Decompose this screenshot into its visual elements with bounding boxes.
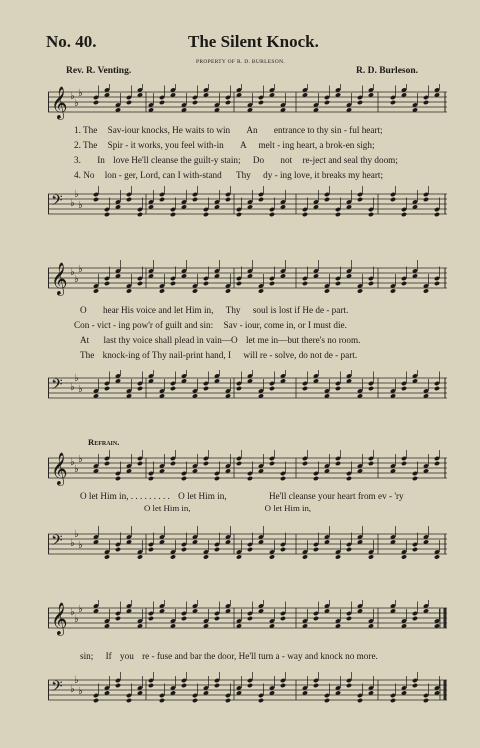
note-head xyxy=(104,554,110,559)
lyric-word: 2. The xyxy=(74,140,98,150)
note-head xyxy=(236,212,242,217)
note-head xyxy=(93,197,99,202)
note-head xyxy=(170,386,176,391)
note-head xyxy=(280,683,286,688)
treble-clef-icon: 𝄞 xyxy=(51,262,68,295)
note-head xyxy=(203,554,209,559)
flat-icon: ♭ xyxy=(78,200,83,211)
note-head xyxy=(423,698,429,703)
note-head xyxy=(225,698,231,703)
note-head xyxy=(93,100,99,105)
bass-staff-system-4 xyxy=(48,672,447,708)
note-head xyxy=(192,288,198,293)
note-head xyxy=(368,386,374,391)
note-head xyxy=(390,288,396,293)
lyric-word: Sav-iour knocks, He waits to win xyxy=(107,125,231,135)
note-head xyxy=(324,288,330,293)
note-head xyxy=(170,281,176,286)
hymn-number: No. 40. xyxy=(46,32,97,51)
note-head xyxy=(159,100,165,105)
note-head xyxy=(247,547,253,552)
lyric-word: A xyxy=(240,140,247,150)
note-head xyxy=(258,698,264,703)
flat-icon: ♭ xyxy=(74,189,79,200)
note-head xyxy=(104,461,110,466)
note-head xyxy=(368,554,374,559)
note-head xyxy=(203,386,209,391)
note-head xyxy=(313,547,319,552)
note-head xyxy=(401,554,407,559)
note-head xyxy=(434,461,440,466)
note-head xyxy=(412,616,418,621)
lyric-word: will re - solve, do not de - part. xyxy=(243,350,358,360)
lyric-word: dy - ing love, it breaks my heart; xyxy=(263,170,384,180)
lyric-word: melt - ing heart, a brok-en sigh; xyxy=(258,140,375,150)
note-head xyxy=(324,100,330,105)
note-head xyxy=(280,476,286,481)
note-head xyxy=(126,288,132,293)
note-head xyxy=(401,461,407,466)
note-head xyxy=(181,476,187,481)
system-2-line-2 xyxy=(74,321,347,330)
lyric-word: The xyxy=(80,350,95,360)
note-head xyxy=(368,212,374,217)
flat-icon: ♭ xyxy=(70,267,75,278)
note-head xyxy=(335,554,341,559)
note-head xyxy=(302,212,308,217)
bass-clef-icon: 𝄢 xyxy=(51,532,63,553)
verse-3-line xyxy=(74,156,398,165)
note-head xyxy=(313,616,319,621)
note-head xyxy=(412,476,418,481)
note-head xyxy=(137,386,143,391)
note-head xyxy=(313,683,319,688)
flat-icon: ♭ xyxy=(78,88,83,99)
lyric-word: soul is lost if He de - part. xyxy=(252,305,349,315)
note-head xyxy=(434,212,440,217)
treble-clef-icon: 𝄞 xyxy=(51,452,68,485)
lyric-word: He'll cleanse your heart from ev - 'ry xyxy=(268,491,404,501)
flat-icon: ♭ xyxy=(70,91,75,102)
lyric-word: hear His voice and let Him in, xyxy=(102,305,214,315)
note-head xyxy=(203,212,209,217)
note-head xyxy=(302,554,308,559)
lyric-word: re - fuse and bar the door, He'll turn a - way and knock no more. xyxy=(142,651,378,661)
bass-clef-icon: 𝄢 xyxy=(51,192,63,213)
note-head xyxy=(302,386,308,391)
note-head xyxy=(170,461,176,466)
lyric-word: 1. The xyxy=(74,125,98,135)
note-head xyxy=(159,288,165,293)
note-head xyxy=(137,461,143,466)
system-2-line-4 xyxy=(80,351,357,360)
note-head xyxy=(423,100,429,105)
note-head xyxy=(324,197,330,202)
note-head xyxy=(225,288,231,293)
lyric-word: O let Him in, xyxy=(178,491,227,501)
note-head xyxy=(126,197,132,202)
flat-icon: ♭ xyxy=(70,684,75,695)
note-head xyxy=(236,386,242,391)
note-head xyxy=(335,212,341,217)
note-head xyxy=(236,281,242,286)
note-head xyxy=(192,197,198,202)
note-head xyxy=(269,386,275,391)
note-head xyxy=(390,100,396,105)
note-head xyxy=(115,683,121,688)
note-head xyxy=(390,698,396,703)
flat-icon: ♭ xyxy=(74,98,79,109)
note-head xyxy=(357,197,363,202)
lyric-word: let me in—but there's no room. xyxy=(246,335,361,345)
lyric-word: sin; xyxy=(80,651,94,661)
note-head xyxy=(126,100,132,105)
note-head xyxy=(346,547,352,552)
note-head xyxy=(203,281,209,286)
note-head xyxy=(214,547,220,552)
refrain-line-1 xyxy=(80,492,404,501)
note-head xyxy=(335,386,341,391)
note-head xyxy=(104,212,110,217)
flat-icon: ♭ xyxy=(70,198,75,209)
note-head xyxy=(434,386,440,391)
note-head xyxy=(335,461,341,466)
note-head xyxy=(148,476,154,481)
lyric-word: An xyxy=(246,125,258,135)
lyric-word: Thy xyxy=(236,170,251,180)
lyric-word: re-ject and seal thy doom; xyxy=(302,155,398,165)
composer-credit: R. D. Burleson. xyxy=(356,66,419,76)
note-head xyxy=(214,476,220,481)
flat-icon: ♭ xyxy=(78,604,83,615)
flat-icon: ♭ xyxy=(74,529,79,540)
note-head xyxy=(148,683,154,688)
lyric-word: knock-ing of Thy nail-print hand, I xyxy=(102,350,232,360)
flat-icon: ♭ xyxy=(78,686,83,697)
note-head xyxy=(412,683,418,688)
note-head xyxy=(236,461,242,466)
note-head xyxy=(258,100,264,105)
note-head xyxy=(225,100,231,105)
lyric-word: lon - ger, Lord, can I with-stand xyxy=(104,170,222,180)
note-head xyxy=(335,281,341,286)
note-head xyxy=(159,197,165,202)
refrain-echo xyxy=(144,504,311,513)
flat-icon: ♭ xyxy=(70,538,75,549)
verse-2-line xyxy=(74,141,375,150)
bass-clef-icon: 𝄢 xyxy=(51,376,63,397)
hymn-title: The Silent Knock. xyxy=(188,32,319,51)
lyric-word: O let Him in, . . . . . . . . . xyxy=(80,491,170,501)
note-head xyxy=(269,281,275,286)
note-head xyxy=(181,683,187,688)
note-head xyxy=(302,461,308,466)
note-head xyxy=(269,461,275,466)
note-head xyxy=(170,212,176,217)
note-head xyxy=(434,554,440,559)
lyric-word: 3. xyxy=(74,155,81,165)
note-head xyxy=(225,197,231,202)
note-head xyxy=(93,288,99,293)
note-head xyxy=(269,212,275,217)
treble-staff-system-4 xyxy=(48,600,447,636)
note-head xyxy=(115,547,121,552)
flat-icon: ♭ xyxy=(70,382,75,393)
note-head xyxy=(401,212,407,217)
treble-clef-icon: 𝄞 xyxy=(51,602,68,635)
note-head xyxy=(170,554,176,559)
note-head xyxy=(115,616,121,621)
flat-icon: ♭ xyxy=(74,675,79,686)
lyric-word: Sav - iour, come in, or I must die. xyxy=(223,320,347,330)
note-head xyxy=(280,616,286,621)
lyric-word: O let Him in, xyxy=(144,503,191,513)
note-head xyxy=(104,281,110,286)
note-head xyxy=(192,100,198,105)
flat-icon: ♭ xyxy=(78,454,83,465)
flat-icon: ♭ xyxy=(70,457,75,468)
note-head xyxy=(148,616,154,621)
note-head xyxy=(137,212,143,217)
treble-staff-refrain xyxy=(48,450,447,486)
lyric-word: 4. No xyxy=(74,170,95,180)
bass-staff-system-2 xyxy=(48,370,447,406)
lyric-word: Thy xyxy=(225,305,241,315)
bass-clef-icon: 𝄢 xyxy=(51,678,63,699)
note-head xyxy=(313,476,319,481)
bass-staff-refrain xyxy=(48,526,447,562)
lyric-word: entrance to thy sin - ful heart; xyxy=(273,125,383,135)
note-head xyxy=(346,683,352,688)
flat-icon: ♭ xyxy=(78,264,83,275)
note-head xyxy=(368,461,374,466)
note-head xyxy=(247,476,253,481)
note-head xyxy=(181,616,187,621)
verse-4-line xyxy=(74,171,383,180)
flat-icon: ♭ xyxy=(78,540,83,551)
note-head xyxy=(346,476,352,481)
treble-staff-system-1 xyxy=(48,84,447,120)
note-head xyxy=(423,288,429,293)
note-head xyxy=(357,100,363,105)
note-head xyxy=(280,547,286,552)
lyric-word: In xyxy=(97,155,105,165)
flat-icon: ♭ xyxy=(74,373,79,384)
lyric-word: If xyxy=(105,651,112,661)
flat-icon: ♭ xyxy=(78,384,83,395)
note-head xyxy=(434,281,440,286)
note-head xyxy=(203,461,209,466)
flat-icon: ♭ xyxy=(74,464,79,475)
refrain-line-2 xyxy=(80,652,378,661)
note-head xyxy=(247,683,253,688)
note-head xyxy=(159,698,165,703)
lyric-word: O let Him in, xyxy=(264,503,312,513)
lyric-word: At xyxy=(80,335,90,345)
note-head xyxy=(346,616,352,621)
note-head xyxy=(269,554,275,559)
note-head xyxy=(401,281,407,286)
lyric-word: not xyxy=(280,155,293,165)
note-head xyxy=(236,554,242,559)
note-head xyxy=(390,197,396,202)
lyric-word: Spir - it works, you feel with-in xyxy=(107,140,224,150)
note-head xyxy=(192,698,198,703)
treble-clef-icon: 𝄞 xyxy=(51,86,68,119)
system-2-line-3 xyxy=(80,336,360,345)
property-notice: PROPERTY OF R. D. BURLESON. xyxy=(196,59,286,65)
note-head xyxy=(126,698,132,703)
system-2-line-1 xyxy=(80,306,348,315)
lyricist-credit: Rev. R. Venting. xyxy=(66,66,132,76)
note-head xyxy=(258,197,264,202)
flat-icon: ♭ xyxy=(74,614,79,625)
note-head xyxy=(258,288,264,293)
lyric-word: Do xyxy=(252,155,265,165)
refrain-label: Refrain. xyxy=(88,437,120,447)
note-head xyxy=(181,547,187,552)
flat-icon: ♭ xyxy=(74,274,79,285)
note-head xyxy=(104,386,110,391)
note-head xyxy=(148,547,154,552)
note-head xyxy=(423,197,429,202)
note-head xyxy=(247,616,253,621)
note-head xyxy=(93,698,99,703)
note-head xyxy=(368,281,374,286)
flat-icon: ♭ xyxy=(70,607,75,618)
note-head xyxy=(357,698,363,703)
lyric-word: you xyxy=(120,651,134,661)
lyric-word: O xyxy=(80,305,87,315)
lyric-word: love He'll cleanse the guilt-y stain; xyxy=(113,155,241,165)
note-head xyxy=(412,547,418,552)
note-head xyxy=(302,281,308,286)
bass-staff-system-1 xyxy=(48,186,447,222)
note-head xyxy=(214,683,220,688)
note-head xyxy=(324,698,330,703)
note-head xyxy=(137,281,143,286)
note-head xyxy=(214,616,220,621)
lyric-word: last thy voice shall plead in vain—O xyxy=(103,335,238,345)
lyric-word: Con - vict - ing pow'r of guilt and sin: xyxy=(74,320,214,330)
note-head xyxy=(357,288,363,293)
note-head xyxy=(401,386,407,391)
note-head xyxy=(137,554,143,559)
verse-1-line xyxy=(74,126,383,135)
note-head xyxy=(115,476,121,481)
treble-staff-system-2 xyxy=(48,260,447,296)
